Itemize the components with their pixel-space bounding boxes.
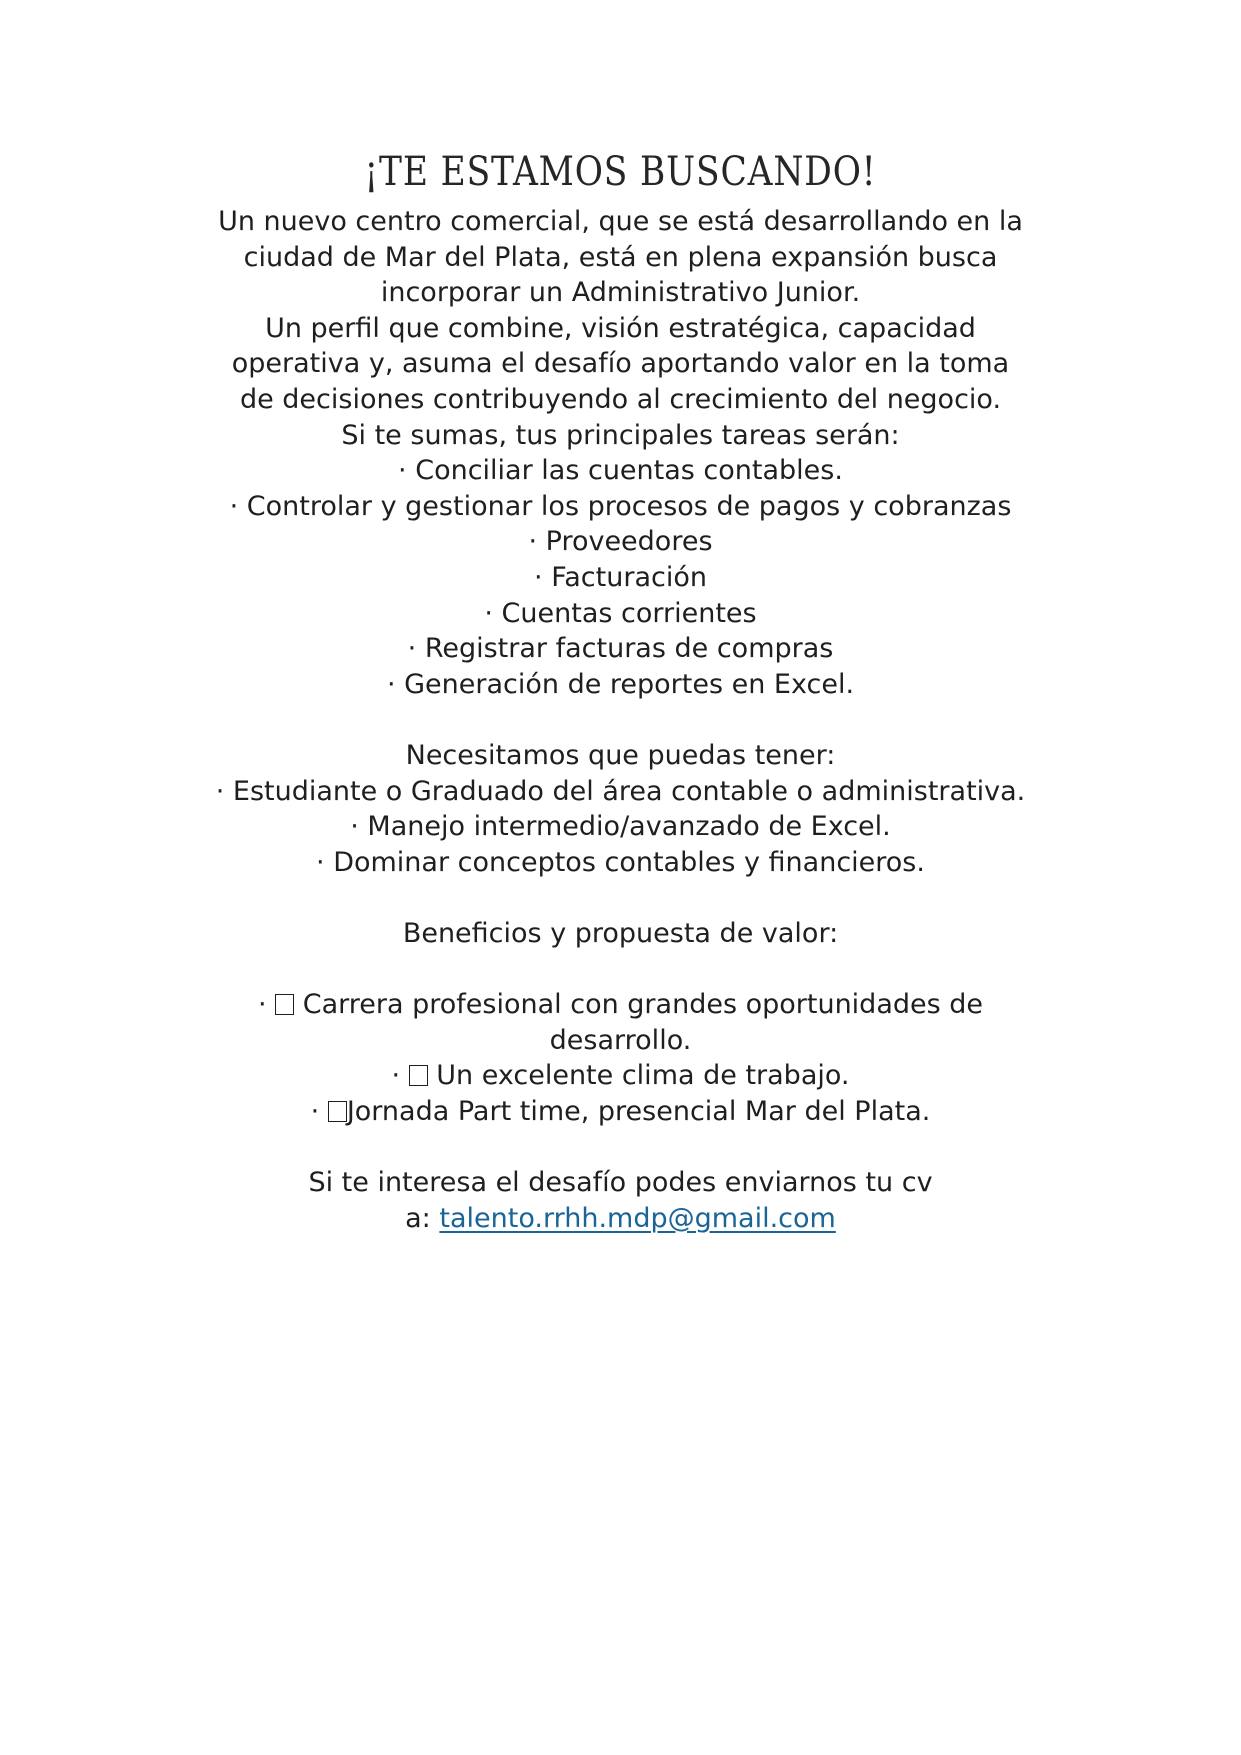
checkbox-glyph-icon: [328, 1101, 347, 1122]
bullet: ·: [391, 1060, 401, 1092]
benefit-item: [100, 1094, 1141, 1130]
benefit-text: Jornada Part time, presencial Mar del Plata.: [346, 1095, 931, 1127]
intro-line: Un nuevo centro comercial, que se está desarrollando en la: [218, 206, 1023, 237]
intro-paragraph: [100, 204, 1141, 418]
benefit-item-continuation: desarrollo.: [549, 1024, 692, 1056]
contact-section: [100, 1165, 1141, 1236]
checkbox-glyph-icon: [409, 1065, 428, 1086]
tasks-heading: Si te sumas, tus principales tareas serán:: [341, 419, 900, 451]
benefits-section: [100, 916, 1141, 1130]
intro-line: de decisiones contribuyendo al crecimiento del negocio.: [239, 383, 1002, 415]
requirement-item: · Manejo intermedio/avanzado de Excel.: [350, 811, 891, 843]
intro-line: incorporar un Administrativo Junior.: [380, 277, 861, 309]
posting-body: [100, 204, 1141, 1236]
benefit-text: Carrera profesional con grandes oportunidades de: [302, 989, 984, 1021]
requirements-heading: Necesitamos que puedas tener:: [405, 739, 836, 771]
checkbox-glyph-icon: [275, 994, 294, 1015]
contact-line: Si te interesa el desafío podes enviarnos tu cv: [308, 1167, 933, 1199]
intro-line: operativa y, asuma el desafío aportando valor en la toma: [231, 348, 1010, 380]
page-title: ¡TE ESTAMOS BUSCANDO!: [364, 149, 877, 195]
bullet: ·: [310, 1095, 320, 1127]
spacer: [100, 1129, 1141, 1165]
tasks-section: [100, 418, 1141, 703]
task-item: · Proveedores: [528, 526, 713, 558]
task-item: · Generación de reportes en Excel.: [386, 668, 855, 700]
requirements-section: [100, 738, 1141, 880]
benefit-text: Un excelente clima de trabajo.: [436, 1060, 850, 1092]
task-item: · Registrar facturas de compras: [407, 633, 834, 665]
task-item: · Cuentas corrientes: [484, 597, 757, 629]
task-item: · Controlar y gestionar los procesos de pagos y cobranzas: [229, 490, 1012, 522]
task-item: · Facturación: [534, 561, 707, 593]
intro-line: ciudad de Mar del Plata, está en plena expansión busca: [243, 241, 998, 273]
spacer: [100, 880, 1141, 916]
requirement-item: · Estudiante o Graduado del área contable o administrativa.: [215, 775, 1026, 807]
spacer: [100, 951, 1141, 987]
spacer: [100, 702, 1141, 738]
benefits-heading: Beneficios y propuesta de valor:: [402, 917, 839, 949]
bullet: ·: [257, 989, 267, 1021]
requirement-item: · Dominar conceptos contables y financieros.: [316, 846, 925, 878]
intro-line: Un perfil que combine, visión estratégica, capacidad: [265, 312, 976, 344]
benefit-item: [100, 987, 1141, 1023]
task-item: · Conciliar las cuentas contables.: [398, 455, 843, 487]
contact-email-line: [100, 1201, 1141, 1237]
contact-prefix: a:: [405, 1202, 431, 1234]
benefit-item: [100, 1058, 1141, 1094]
email-link[interactable]: talento.rrhh.mdp@gmail.com: [439, 1202, 836, 1234]
